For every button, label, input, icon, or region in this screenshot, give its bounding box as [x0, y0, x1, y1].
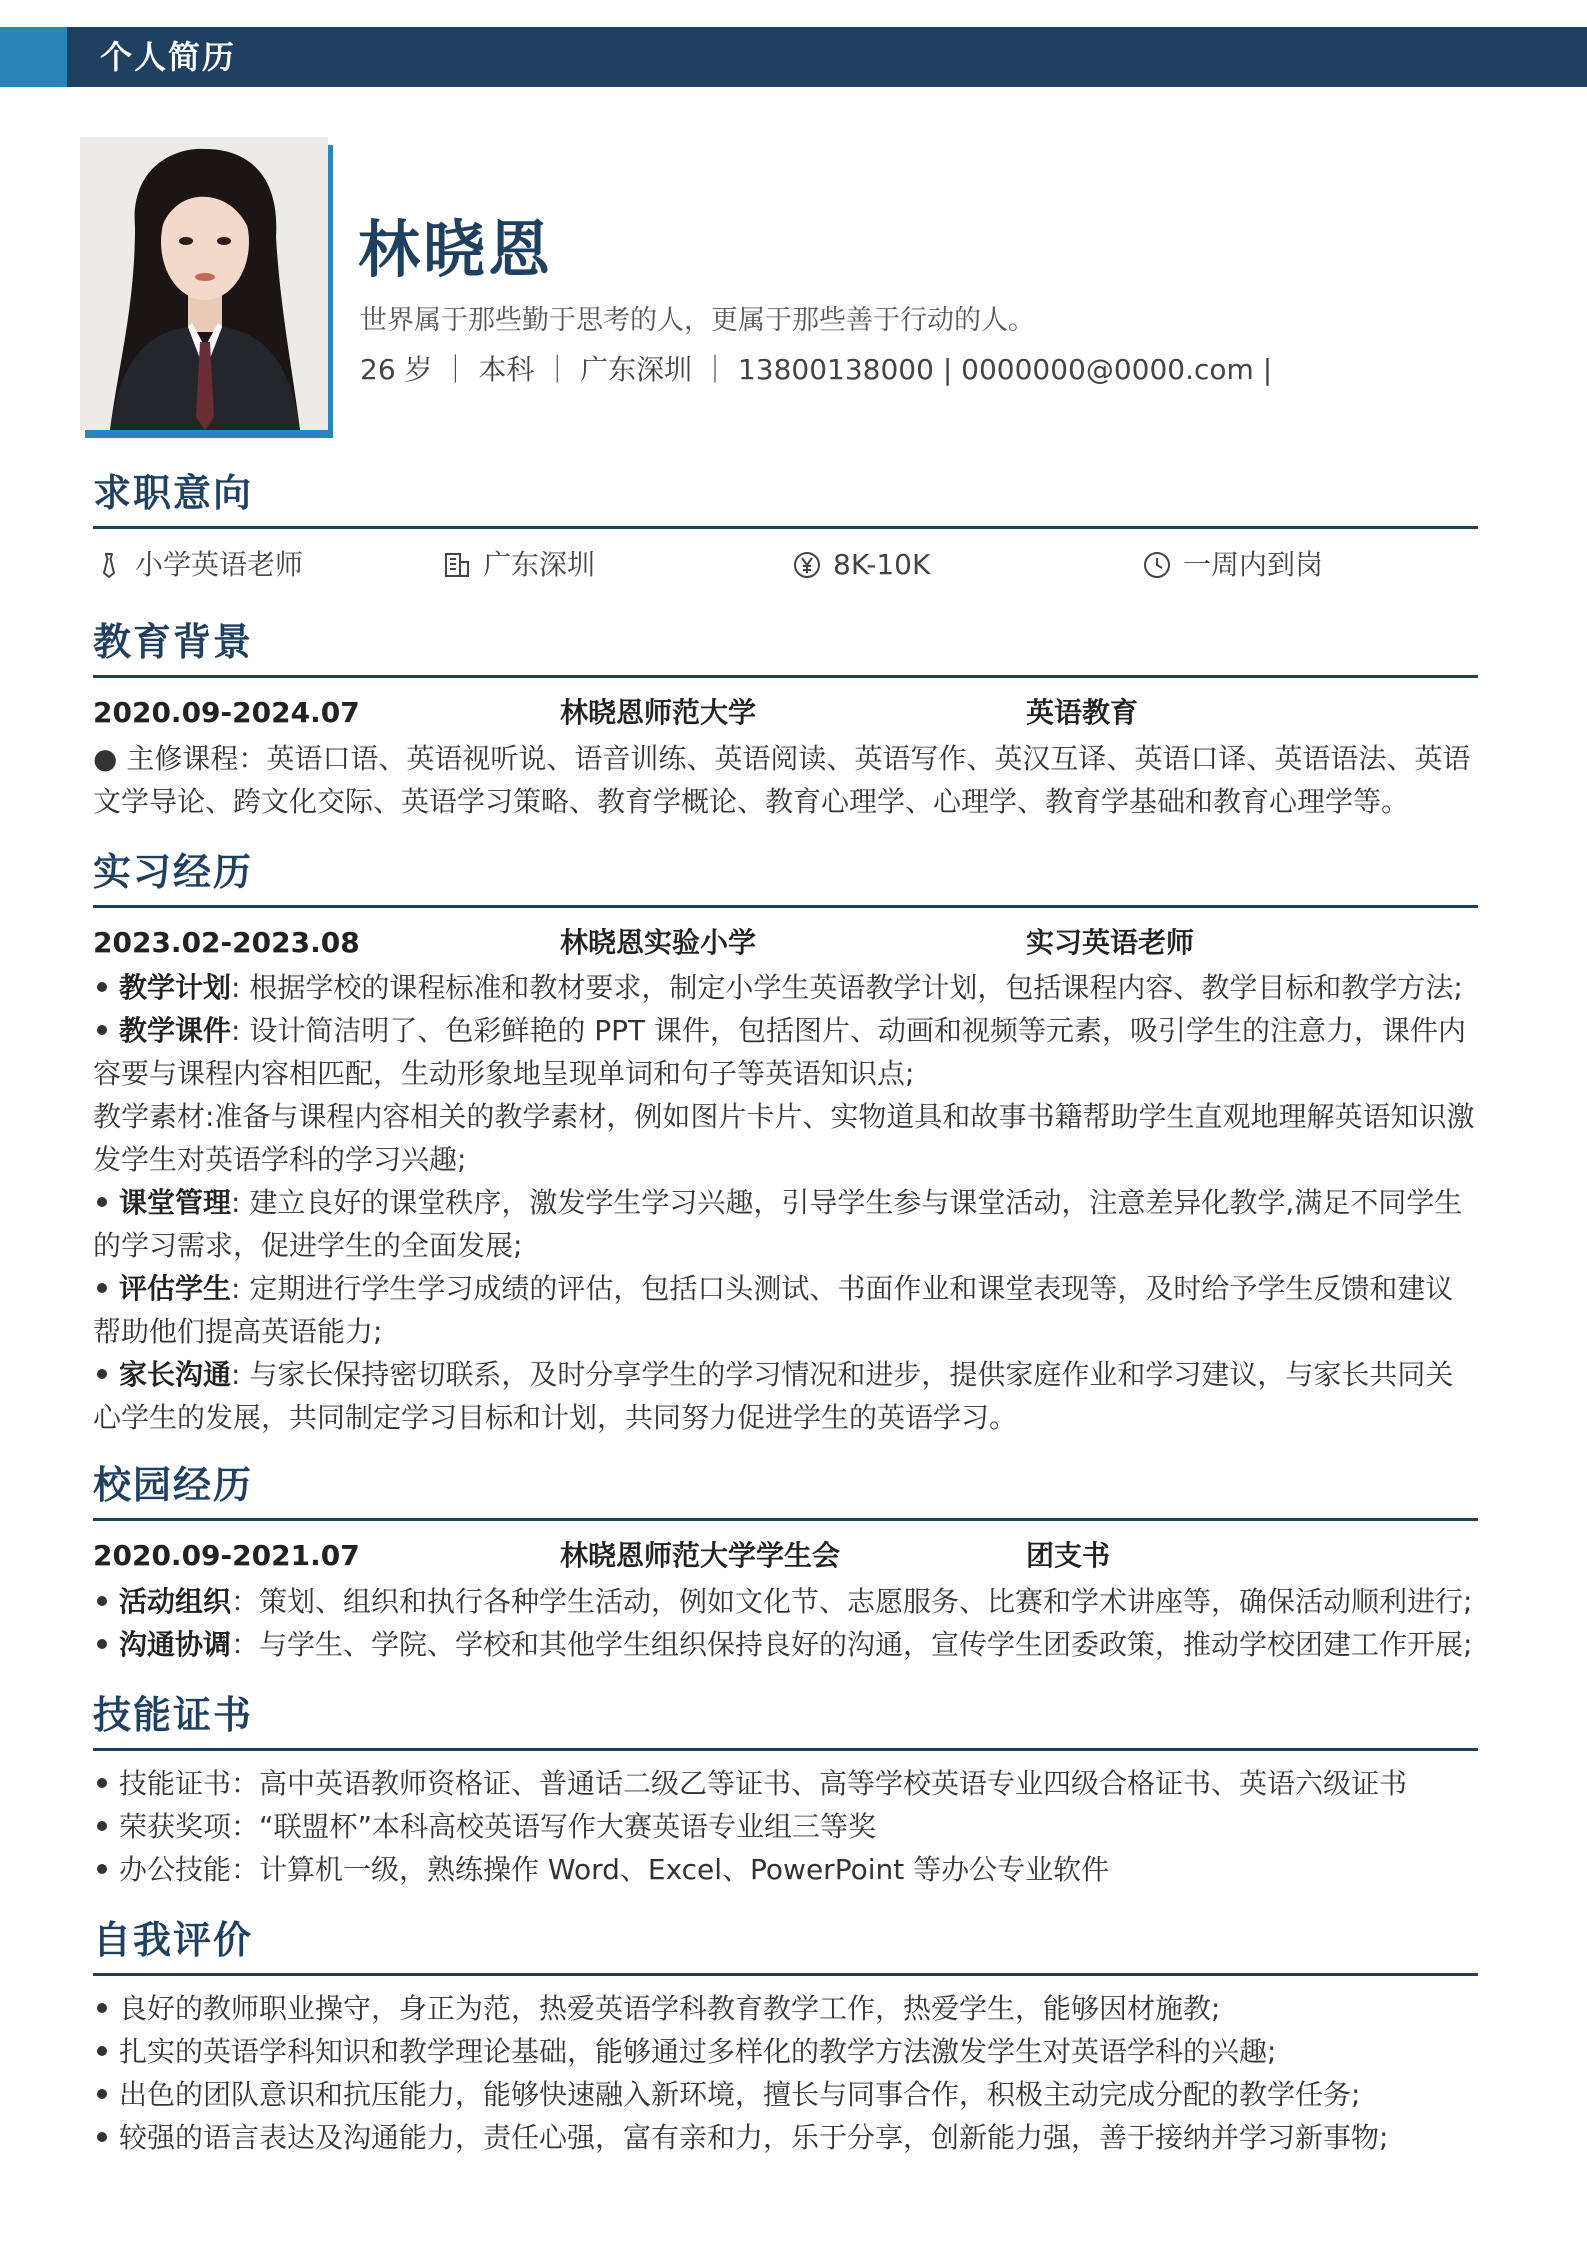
- internship-item: 评估学生: 定期进行学生学习成绩的评估，包括口头测试、书面作业和课堂表现等，及时给予学生反馈和建议: [93, 1267, 1478, 1310]
- skills-list: [93, 1762, 1478, 1891]
- header-banner: [0, 27, 1587, 87]
- intent-salary-label: 8K-10K: [833, 548, 931, 581]
- skill-item: 办公技能：计算机一级，熟练操作 Word、Excel、PowerPoint 等办公专业软件: [93, 1848, 1478, 1891]
- campus-entry-header: [93, 1536, 1478, 1576]
- internship-item-cont: 发学生对英语学科的学习兴趣;: [93, 1143, 467, 1176]
- bullet-icon: [97, 2003, 107, 2013]
- intent-city: [443, 545, 595, 585]
- intent-salary: [793, 545, 930, 585]
- section-divider: [93, 1748, 1478, 1751]
- tie-icon: [95, 551, 123, 579]
- internship-item: 课堂管理: 建立良好的课堂秩序，激发学生学习兴趣，引导学生参与课堂活动，注意差异化教学,满足不同学生: [93, 1181, 1478, 1224]
- section-title-education: 教育背景: [93, 620, 254, 664]
- campus-item: 沟通协调：与学生、学院、学校和其他学生组织保持良好的沟通，宣传学生团委政策，推动学校团建工作开展;: [93, 1623, 1478, 1666]
- education-date: 2020.09-2024.07: [93, 696, 360, 729]
- internship-item-cont: 心学生的发展，共同制定学习目标和计划，共同努力促进学生的英语学习。: [93, 1401, 1018, 1434]
- basic-info: 26 岁 ｜ 本科 ｜ 广东深圳 ｜: [360, 353, 730, 386]
- bullet-icon: [97, 2046, 107, 2056]
- section-divider: [93, 526, 1478, 529]
- building-icon: [443, 551, 471, 579]
- internship-org: 林晓恩实验小学: [560, 926, 757, 959]
- avatar: [80, 137, 328, 430]
- education-line: ● 主修课程：英语口语、英语视听说、语音训练、英语阅读、英语写作、英汉互译、英语口译、英语语法、英语: [93, 742, 1471, 775]
- bullet-icon: [97, 1864, 107, 1874]
- internship-item-cont: 帮助他们提高英语能力;: [93, 1315, 383, 1348]
- section-divider: [93, 905, 1478, 908]
- yen-icon: [793, 551, 821, 579]
- campus-role: 团支书: [1026, 1539, 1111, 1572]
- bullet-icon: [97, 1197, 107, 1207]
- campus-details: [93, 1580, 1478, 1666]
- section-title-skills: 技能证书: [93, 1693, 254, 1737]
- intent-availability: [1143, 545, 1323, 585]
- education-details: [93, 737, 1478, 823]
- skill-item: 荣获奖项：“联盟杯”本科高校英语写作大赛英语专业组三等奖: [93, 1805, 1478, 1848]
- internship-item-cont: 的学习需求，促进学生的全面发展;: [93, 1229, 523, 1262]
- campus-date: 2020.09-2021.07: [93, 1539, 360, 1572]
- section-divider: [93, 675, 1478, 678]
- intent-city-label: 广东深圳: [483, 548, 596, 581]
- bullet-icon: [97, 1369, 107, 1379]
- candidate-name: 林晓恩: [358, 213, 554, 286]
- section-title-self: 自我评价: [93, 1918, 254, 1962]
- section-divider: [93, 1973, 1478, 1976]
- page-title: 个人简历: [100, 38, 237, 76]
- internship-item: 教学课件: 设计简洁明了、色彩鲜艳的 PPT 课件，包括图片、动画和视频等元素，吸引学生的注意力，课件内: [93, 1009, 1478, 1052]
- intent-position-label: 小学英语老师: [135, 548, 304, 581]
- bullet-icon: [97, 982, 107, 992]
- bullet-icon: [97, 1596, 107, 1606]
- intent-availability-label: 一周内到岗: [1183, 548, 1324, 581]
- self-evaluation-list: [93, 1987, 1478, 2159]
- motto: 世界属于那些勤于思考的人，更属于那些善于行动的人。: [360, 305, 1035, 336]
- self-item: 良好的教师职业操守，身正为范，热爱英语学科教育教学工作，热爱学生，能够因材施教;: [93, 1987, 1478, 2030]
- section-divider: [93, 1518, 1478, 1521]
- bullet-icon: [97, 1821, 107, 1831]
- bullet-icon: [97, 1025, 107, 1035]
- self-item: 较强的语言表达及沟通能力，责任心强，富有亲和力，乐于分享，创新能力强，善于接纳并学习新事物;: [93, 2116, 1478, 2159]
- phone: 13800138000 |: [737, 353, 953, 386]
- internship-item: 教学计划: 根据学校的课程标准和教材要求，制定小学生英语教学计划，包括课程内容、教学目标和教学方法;: [93, 966, 1478, 1009]
- internship-role: 实习英语老师: [1026, 926, 1195, 959]
- bullet-icon: [97, 1778, 107, 1788]
- intent-position: [95, 545, 303, 585]
- education-entry-header: [93, 693, 1478, 733]
- skill-item: 技能证书：高中英语教师资格证、普通话二级乙等证书、高等学校英语专业四级合格证书、英语六级证书: [93, 1762, 1478, 1805]
- self-item: 出色的团队意识和抗压能力，能够快速融入新环境，擅长与同事合作，积极主动完成分配的教学任务;: [93, 2073, 1478, 2116]
- header-accent-block: [0, 27, 67, 87]
- section-title-intent: 求职意向: [93, 471, 254, 515]
- job-intent-row: [93, 545, 1478, 585]
- education-school: 林晓恩师范大学: [560, 696, 757, 729]
- bullet-icon: [97, 2089, 107, 2099]
- education-line: 文学导论、跨文化交际、英语学习策略、教育学概论、教育心理学、心理学、教育学基础和教育心理学等。: [93, 785, 1410, 818]
- campus-org: 林晓恩师范大学学生会: [560, 1539, 841, 1572]
- email: 0000000@0000.com |: [961, 353, 1273, 386]
- internship-entry-header: [93, 923, 1478, 963]
- contact-info: [360, 351, 1272, 389]
- bullet-icon: [97, 2132, 107, 2142]
- bullet-icon: [97, 1283, 107, 1293]
- campus-item: 活动组织：策划、组织和执行各种学生活动，例如文化节、志愿服务、比赛和学术讲座等，确保活动顺利进行;: [93, 1580, 1478, 1623]
- internship-date: 2023.02-2023.08: [93, 926, 360, 959]
- internship-details: [93, 966, 1478, 1439]
- education-major: 英语教育: [1026, 696, 1139, 729]
- clock-icon: [1143, 551, 1171, 579]
- self-item: 扎实的英语学科知识和教学理论基础，能够通过多样化的教学方法激发学生对英语学科的兴趣;: [93, 2030, 1478, 2073]
- internship-item: 家长沟通: 与家长保持密切联系，及时分享学生的学习情况和进步，提供家庭作业和学习建议，与家长共同关: [93, 1353, 1478, 1396]
- section-title-internship: 实习经历: [93, 850, 254, 894]
- bullet-icon: [97, 1639, 107, 1649]
- internship-item: 教学素材:准备与课程内容相关的教学素材，例如图片卡片、实物道具和故事书籍帮助学生直观地理解英语知识激: [93, 1100, 1475, 1133]
- section-title-campus: 校园经历: [93, 1463, 254, 1507]
- internship-item-cont: 容要与课程内容相匹配，生动形象地呈现单词和句子等英语知识点;: [93, 1057, 915, 1090]
